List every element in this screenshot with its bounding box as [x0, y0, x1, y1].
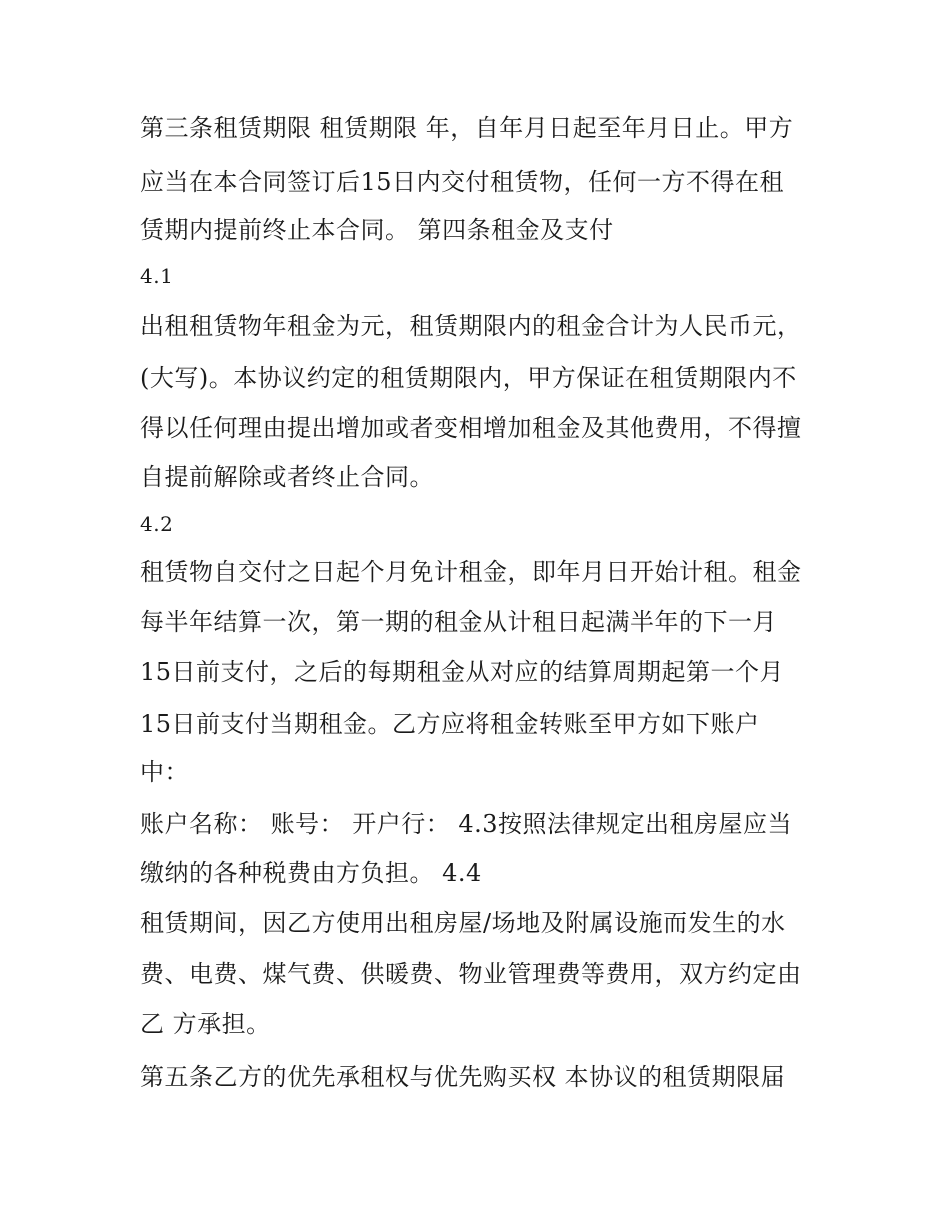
- text-line: 出租租赁物年租金为元，租赁期限内的租金合计为人民币元，: [140, 312, 802, 340]
- text-line: 第五条乙方的优先承租权与优先购买权 本协议的租赁期限届: [140, 1063, 786, 1091]
- text-line: 赁期内提前终止本合同。 第四条租金及支付: [140, 216, 614, 244]
- text-line: 15日前支付当期租金。乙方应将租金转账至甲方如下账户: [140, 710, 760, 738]
- section-number: 4.1: [140, 264, 174, 288]
- text-line: 费、电费、煤气费、供暖费、物业管理费等费用，双方约定由: [140, 960, 802, 988]
- text-line: (大写)。本协议约定的租赁期限内，甲方保证在租赁期限内不: [140, 364, 797, 392]
- text-line: 缴纳的各种税费由方负担。 4.4: [140, 859, 482, 887]
- text-line: 自提前解除或者终止合同。: [140, 463, 434, 491]
- text-line: 第三条租赁期限 租赁期限 年，自年月日起至年月日止。甲方: [140, 114, 794, 142]
- text-line: 乙 方承担。: [140, 1010, 271, 1038]
- section-number: 4.2: [140, 512, 174, 536]
- text-line: 账户名称： 账号： 开户行： 4.3按照法律规定出租房屋应当: [140, 810, 793, 838]
- text-line: 应当在本合同签订后15日内交付租赁物，任何一方不得在租: [140, 168, 785, 196]
- text-line: 租赁物自交付之日起个月免计租金，即年月日开始计租。租金: [140, 558, 802, 586]
- text-line: 每半年结算一次，第一期的租金从计租日起满半年的下一月: [140, 608, 777, 636]
- text-line: 15日前支付，之后的每期租金从对应的结算周期起第一个月: [140, 658, 785, 686]
- text-line: 租赁期间，因乙方使用出租房屋/场地及附属设施而发生的水: [140, 909, 786, 937]
- text-line: 中：: [140, 758, 189, 786]
- text-line: 得以任何理由提出增加或者变相增加租金及其他费用，不得擅: [140, 414, 802, 442]
